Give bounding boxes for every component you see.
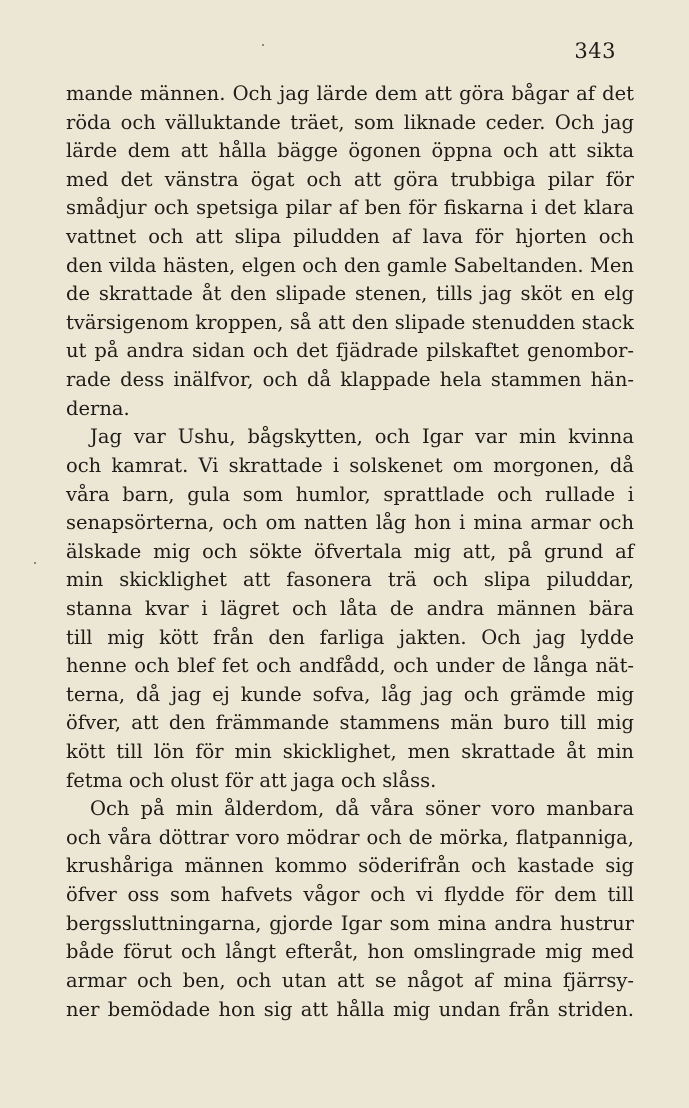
page-number: 343 — [574, 39, 616, 63]
text-line: den vilda hästen, elgen och den gamle Sabeltanden. Men — [66, 253, 634, 277]
text-line: lärde dem att hålla bägge ögonen öppna och att sikta — [66, 139, 634, 163]
text-line: smådjur och spetsiga pilar af ben för fiskarna i det klara — [66, 196, 634, 220]
text-line: fetma och olust för att jaga och slåss. — [66, 768, 437, 792]
text-line: våra barn, gula som humlor, sprattlade och rullade i — [66, 482, 634, 506]
text-line: öfver, att den främmande stammens män buro till mig — [66, 711, 634, 735]
text-line: öfver oss som hafvets vågor och vi flydde för dem till — [66, 883, 634, 907]
text-line: krushåriga männen kommo söderifrån och kastade sig — [66, 854, 634, 878]
text-line: vattnet och att slipa piludden af lava för hjorten och — [66, 225, 634, 249]
text-line: derna. — [66, 396, 130, 420]
text-line: till mig kött från den farliga jakten. Och jag lydde — [66, 625, 634, 649]
text-line: tvärsigenom kroppen, så att den slipade stenudden stack — [66, 310, 634, 334]
print-speck — [262, 44, 264, 46]
text-line: kött till lön för min skicklighet, men skrattade åt min — [66, 740, 634, 764]
text-line: min skicklighet att fasonera trä och slipa piluddar, — [66, 568, 634, 592]
body-text — [66, 80, 634, 1024]
text-line: bergssluttningarna, gjorde Igar som mina andra hustrur — [66, 911, 634, 935]
text-line: ut på andra sidan och det fjädrade pilskaftet genombor- — [66, 339, 634, 363]
text-line: Och på min ålderdom, då våra söner voro manbara — [90, 797, 634, 821]
text-line: och kamrat. Vi skrattade i solskenet om morgonen, då — [66, 453, 634, 477]
text-line: rade dess inälfvor, och då klappade hela stammen hän- — [66, 368, 634, 392]
text-line: terna, då jag ej kunde sofva, låg jag och grämde mig — [66, 682, 634, 706]
text-line: älskade mig och sökte öfvertala mig att, på grund af — [66, 539, 634, 563]
text-line: armar och ben, och utan att se något af mina fjärrsy- — [66, 968, 634, 992]
text-line: senapsörterna, och om natten låg hon i mina armar och — [66, 511, 634, 535]
text-line: mande männen. Och jag lärde dem att göra bågar af det — [66, 82, 634, 105]
text-line: ner bemödade hon sig att hålla mig undan från striden. — [66, 997, 634, 1021]
text-line: henne och blef fet och andfådd, och under de långa nät- — [66, 654, 634, 678]
text-line: Jag var Ushu, bågskytten, och Igar var min kvinna — [90, 425, 634, 449]
print-speck — [34, 562, 36, 564]
text-line: röda och välluktande träet, som liknade ceder. Och jag — [66, 110, 634, 134]
text-line: både förut och långt efteråt, hon omslingrade mig med — [66, 940, 634, 964]
text-line: de skrattade åt den slipade stenen, tills jag sköt en elg — [66, 282, 634, 306]
text-line: och våra döttrar voro mödrar och de mörka, flatpanniga, — [66, 825, 634, 849]
text-line: med det vänstra ögat och att göra trubbiga pilar för — [66, 167, 634, 191]
text-line: stanna kvar i lägret och låta de andra männen bära — [66, 596, 634, 620]
